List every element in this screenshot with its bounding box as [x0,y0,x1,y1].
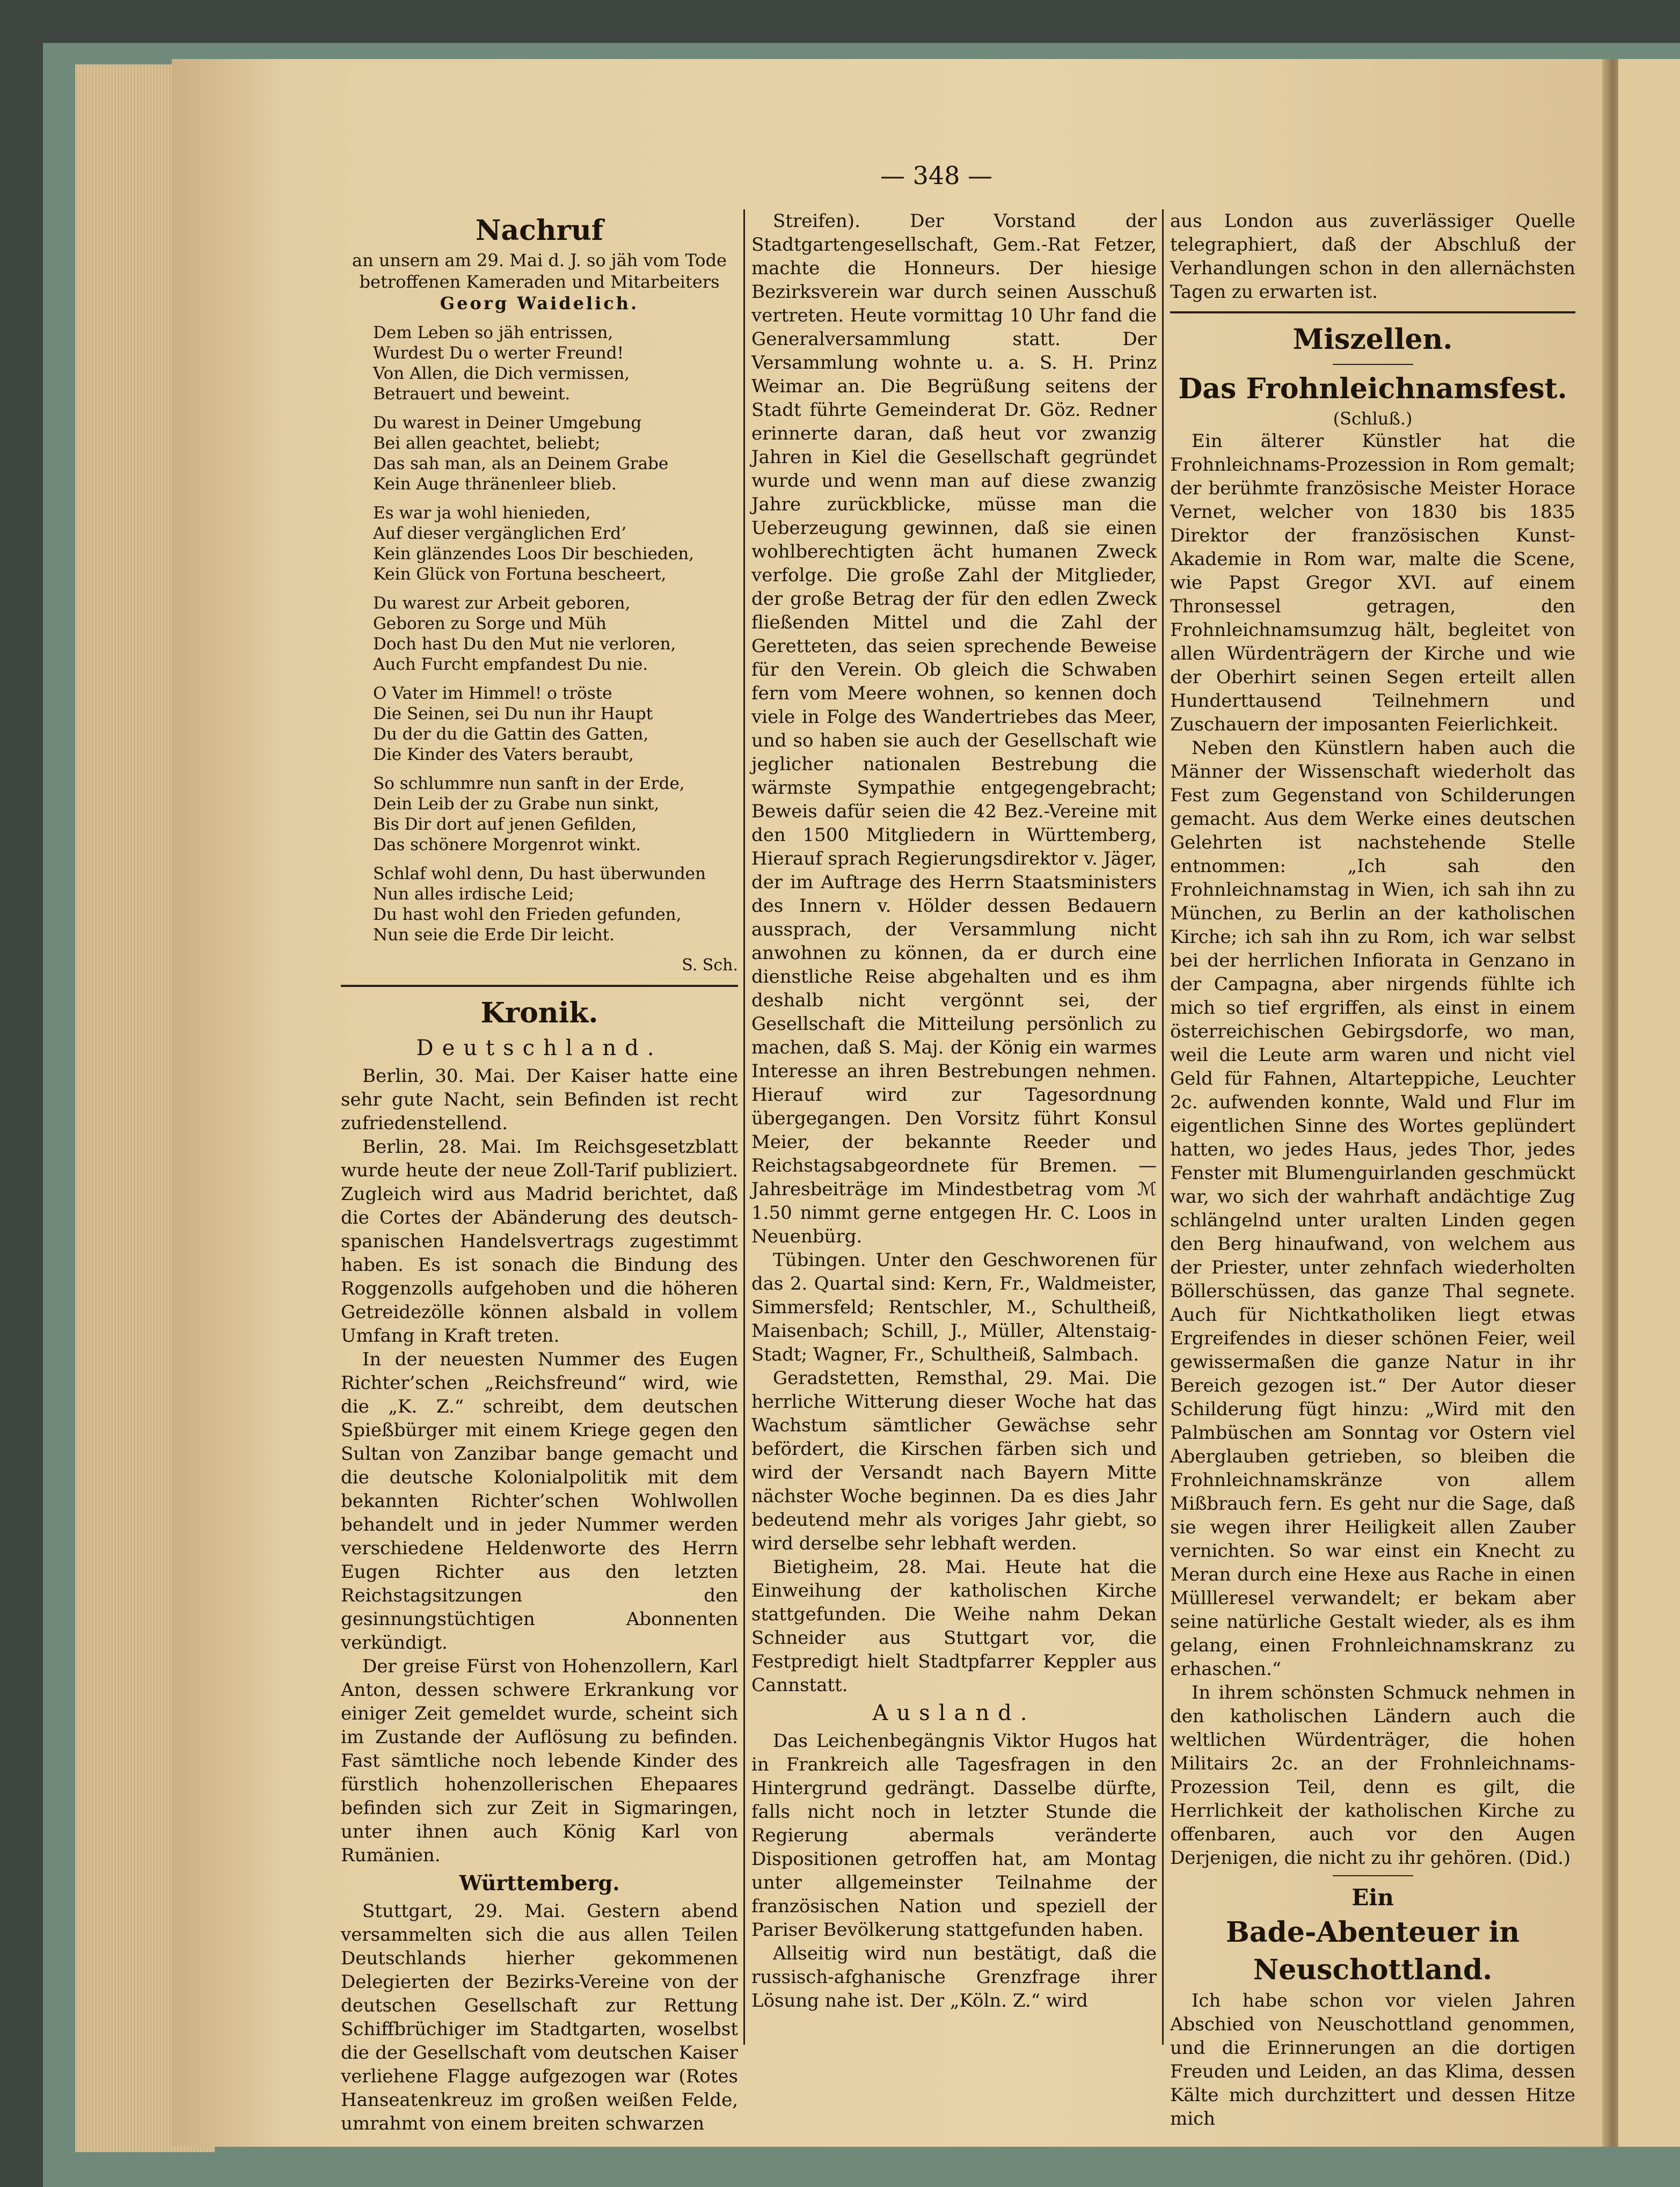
chronik-heading: Kronik. [480,997,598,1029]
feature-subtitle: (Schluß.) [1333,408,1413,429]
poem-line: Du der du die Gattin des Gatten, [373,725,649,744]
article-paragraph: Das Leichenbegängnis Viktor Hugos hat in Frankreich alle Tagesfragen in den Hintergrund gedrängt. Dasselbe dürfte, falls nicht noch in letzter Stunde die Regierung abermals veränderte Dispositionen getroffen hat, am Montag unter allgemeinster Teilnahme der französischen Nation und speziell der Pariser Bevölkerung stattgefunden haben. [751,1730,1157,1941]
poem-line: Bei allen geachtet, beliebt; [373,434,601,453]
poem-line: Bis Dir dort auf jenen Gefilden, [373,815,637,834]
story-kicker: Ein [1352,1884,1394,1911]
poem-stanza [341,593,738,675]
wuerttemberg-articles [751,209,1157,1697]
wuerttemberg-heading: Württemberg. [459,1871,620,1895]
poem-line: Doch hast Du den Mut nie verloren, [373,634,676,654]
column-rule [743,209,745,2045]
column-1 [341,212,738,2135]
facing-page [1618,59,1680,2147]
poem-line: Du hast wohl den Frieden gefunden, [373,905,682,924]
column-2 [751,209,1157,2013]
poem-line: So schlummre nun sanft in der Erde, [373,774,685,793]
article-paragraph: Neben den Künstlern haben auch die Männer der Wissenschaft wiederholt das Fest zum Gegenstand von Schilderungen gemacht. Aus dem Werke eines deutschen Gelehrten ist nachstehende Stelle entnommen: „Ich sah den Frohnleichnamstag in Wien, ich sah ihn zu München, zu Berlin an der katholischen Kirche; ich sah ihn zu Rom, ich war selbst bei der herrlichen Infiorata in Genzano in der Campagna, aber nirgends fühlte ich mich so tief ergriffen, als einst in einem österreichischen Gebirgsdorfe, wo man, weil die Leute arm waren und nicht viel Geld für Fahnen, Altarteppiche, Leuchter 2c. aufwenden konnte, Wald und Flur im eigentlichen Sinne des Wortes geplündert hatten, wo jedes Haus, jedes Thor, jedes Fenster mit Blumenguirlanden geschmückt war, wo sich der wahrhaft andächtige Zug schlängelnd unter uralten Linden gegen den Berg hinaufwand, von welchem aus der Priester, unter zehnfach wiederholten Böllerschüssen, das ganze Thal segnete. Auch für Nichtkatholiken liegt etwas Ergreifendes in dieser schönen Feier, weil gewissermaßen die ganze Natur in ihr Bereich gezogen ist.“ Der Autor dieser Schilderung fügt hinzu: „Wird mit den Palmbüschen am Sonntag vor Ostern viel Aberglauben getrieben, so bleiben die Frohnleichnamskränze von allem Mißbrauch fern. Es geht nur die Sage, daß sie wegen ihrer Heiligkeit allen Zauber vernichten. So war einst ein Knecht zu Meran durch eine Hexe aus Rache in einen Müllleresel verwandelt; er bekam aber seine natürliche Gestalt wieder, als es ihm gelang, einen Frohnleichnamskranz zu erhaschen.“ [1170,737,1575,1680]
poem-stanza [341,773,738,855]
story-title: Bade-Abenteuer in Neuschottland. [1225,1916,1520,1986]
article-paragraph: Geradstetten, Remsthal, 29. Mai. Die herrliche Witterung dieser Woche hat das Wachstum sämtlicher Gewächse sehr befördert, die Kirschen färben sich und wird der Versandt nach Bayern Mitte nächster Woche beginnen. Da es dies Jahr bedeutend mehr als voriges Jahr giebt, so wird derselbe sehr lebhaft werden. [751,1367,1157,1554]
poem-line: Du warest zur Arbeit geboren, [373,594,631,613]
poem-line: Kein Auge thränenleer blieb. [373,474,617,494]
poem-line: Schlaf wohl denn, Du hast überwunden [373,864,706,883]
article-paragraph: aus London aus zuverlässiger Quelle telegraphiert, daß der Abschluß der Verhandlungen schon in den allernächsten Tagen zu erwarten ist. [1170,210,1575,303]
feature-title: Das Frohnleichnamsfest. [1178,372,1567,405]
article-paragraph: Berlin, 30. Mai. Der Kaiser hatte eine sehr gute Nacht, sein Befinden ist recht zufriedenstellend. [341,1065,738,1134]
poem-line: Es war ja wohl hienieden, [373,503,591,523]
section-divider [1170,311,1575,313]
article-paragraph: Ich habe schon vor vielen Jahren Abschied von Neuschottland genommen, und die Erinnerungen an die dortigen Freuden und Leiden, an das Klima, dessen Kälte mich durchzittert und dessen Hitze mich [1170,1990,1575,2130]
article-paragraph: In ihrem schönsten Schmuck nehmen in den katholischen Ländern auch die weltlichen Würdenträger, die hohen Militairs 2c. an der Frohnleichnams-Prozession Teil, denn es gilt, die Herrlichkeit der katholischen Kirche zu offenbaren, auch vor den Augen Derjenigen, die nicht zu ihr gehören. (Did.) [1170,1682,1575,1869]
obituary-subtitle: betroffenen Kameraden und Mitarbeiters [359,272,720,292]
poem-stanza [341,323,738,404]
article-paragraph: Allseitig wird nun bestätigt, daß die russisch-afghanische Grenzfrage ihrer Lösung nahe ist. Der „Köln. Z.“ wird [751,1943,1157,2012]
poem-line: Die Seinen, sei Du nun ihr Haupt [373,704,653,723]
obituary-heading: Nachruf [475,214,604,247]
poem-line: Dein Leib der zu Grabe nun sinkt, [373,794,660,814]
poem-line: Auf dieser vergänglichen Erd’ [373,524,626,543]
section-divider [341,985,738,987]
poem-line: Das sah man, als an Deinem Grabe [373,454,669,473]
article-paragraph: Bietigheim, 28. Mai. Heute hat die Einweihung der katholischen Kirche stattgefunden. Die Weihe nahm Dekan Schneider aus Stuttgart vor, die Festpredigt hielt Stadtpfarrer Keppler aus Cannstatt. [751,1556,1157,1696]
short-divider [1333,1875,1413,1876]
poem-line: Wurdest Du o werter Freund! [373,343,624,363]
ausland-articles [751,1729,1157,2013]
poem-stanza [341,413,738,494]
column-3 [1170,209,1575,2131]
short-divider [1333,364,1413,365]
poem-stanza [341,683,738,765]
column-rule [1162,209,1164,2045]
article-paragraph: Tübingen. Unter den Geschworenen für das 2. Quartal sind: Kern, Fr., Waldmeister, Simmersfeld; Rentschler, M., Schultheiß, Maisenbach; Schill, J., Müller, Altenstaig-Stadt; Wagner, Fr., Schultheiß, Salmbach. [751,1249,1157,1365]
ausland-heading: Ausland. [872,1701,1036,1725]
deutschland-articles [341,1064,738,1867]
article-paragraph: Ein älterer Künstler hat die Frohnleichnams-Prozession in Rom gemalt; der berühmte französische Meister Horace Vernet, welcher von 1830 bis 1835 Direktor der französischen Kunst-Akademie in Rom war, malte die Scene, wie Papst Gregor XVI. auf einem Thronsessel getragen, den Frohnleichnamsumzug hält, begleitet von allen Würdenträgern der Kirche und wie der Oberhirt seinen Segen erteilt allen Hunderttausend Teilnehmern und Zuschauern der imposanten Feierlichkeit. [1170,430,1575,735]
poem-line: Auch Furcht empfandest Du nie. [373,655,648,674]
article-paragraph: Stuttgart, 29. Mai. Gestern abend versammelten sich die aus allen Teilen Deutschlands hierher gekommenen Delegierten der Bezirks-Vereine von der deutschen Gesellschaft zur Rettung Schiffbrüchiger im Stadtgarten, woselbst die der Gesellschaft vom deutschen Kaiser verliehene Flagge aufgezogen war (Rotes Hanseatenkreuz im großen weißen Felde, umrahmt von einem breiten schwarzen [341,1900,738,2134]
poem-line: Kein glänzendes Loos Dir beschieden, [373,544,695,564]
poem-line: Dem Leben so jäh entrissen, [373,323,613,342]
obituary-poem [341,323,738,945]
deutschland-heading: Deutschland. [416,1036,663,1060]
poem-signature: S. Sch. [682,956,738,975]
poem-stanza [341,864,738,945]
poem-line: Das schönere Morgenrot winkt. [373,835,641,854]
article-paragraph: Berlin, 28. Mai. Im Reichsgesetzblatt wurde heute der neue Zoll-Tarif publiziert. Zugleich wird aus Madrid berichtet, daß die Cortes der Abänderung des deutsch-spanischen Handelsvertrags zugestimmt haben. Es ist sonach die Bindung des Roggenzolls aufgehoben und die höheren Getreidezölle können alsbald in vollem Umfang in Kraft treten. [341,1136,738,1347]
obituary-name: Georg Waidelich. [440,293,639,313]
poem-line: Nun alles irdische Leid; [373,884,574,904]
miszellen-heading: Miszellen. [1292,323,1453,356]
obituary-subtitle: an unsern am 29. Mai d. J. so jäh vom Tode [352,250,727,270]
article-paragraph: In der neuesten Nummer des Eugen Richter’schen „Reichsfreund“ wird, wie die „K. Z.“ schreibt, dem deutschen Spießbürger mit einem Kriege gegen den Sultan von Zanzibar bange gemacht und die deutsche Kolonialpolitik mit dem bekannten Richter’schen Wohlwollen behandelt und in jeder Nummer werden verschiedene Heldenworte des Herrn Eugen Richter aus den letzten Reichstagsitzungen den gesinnungstüchtigen Abonnenten verkündigt. [341,1349,738,1654]
article-paragraph: Streifen). Der Vorstand der Stadtgartengesellschaft, Gem.-Rat Fetzer, machte die Honneurs. Der hiesige Bezirksverein war durch seinen Ausschuß vertreten. Heute vormittag 10 Uhr fand die Generalversammlung statt. Der Versammlung wohnte u. a. S. H. Prinz Weimar an. Die Begrüßung seitens der Stadt führte Gemeinderat Dr. Göz. Redner erinnerte daran, daß heut vor zwanzig Jahren in Kiel die Gesellschaft gegründet wurde und wenn man auf diese zwanzig Jahre zurückblicke, müsse man die Ueberzeugung gewinnen, daß sie einen wohlberechtigten ächt humanen Zweck verfolge. Die große Zahl der Mitglieder, der große Betrag der für den edlen Zweck fließenden Mittel und die Zahl der Geretteten, das seien sprechende Beweise für den Verein. Ob gleich die Schwaben fern vom Meere wohnen, so kennen doch viele in Folge des Wandertriebes das Meer, und so haben sie auch der Gesellschaft wie jeglicher nationalen Bestrebung die wärmste Sympathie entgegengebracht; Beweis dafür seien die 42 Bez.-Vereine mit den 1500 Mitgliedern in Württemberg, Hierauf sprach Regierungsdirektor v. Jäger, der im Auftrage des Herrn Staatsministers des Innern v. Hölder dessen Bedauern aussprach, der Versammlung nicht anwohnen zu können, da er durch eine dienstliche Reise abgehalten und es ihm deshalb nicht vergönnt sei, der Gesellschaft die Mitteilung persönlich zu machen, daß S. Maj. der König ein warmes Interesse an ihren Bestrebungen nehmen. Hierauf wird zur Tagesordnung übergegangen. Den Vorsitz führt Konsul Meier, der bekannte Reeder und Reichstagsabgeordnete für Bremen. — Jahresbeiträge im Mindestbetrag vom ℳ 1.50 nimmt gerne entgegen Hr. C. Loos in Neuenbürg. [751,210,1157,1247]
poem-line: Nun seie die Erde Dir leicht. [373,925,615,945]
article-paragraph: Der greise Fürst von Hohenzollern, Karl Anton, dessen schwere Erkrankung vor einiger Zeit gemeldet wurde, scheint sich im Zustande der Auflösung zu befinden. Fast sämtliche noch lebende Kinder des fürstlich hohenzollerischen Ehepaares befinden sich zur Zeit in Sigmaringen, unter ihnen auch König Karl von Rumänien. [341,1656,738,1866]
page-number: — 348 — [880,161,993,190]
poem-line: Betrauert und beweint. [373,384,571,404]
poem-line: Kein Glück von Fortuna bescheert, [373,565,667,584]
poem-line: Du warest in Deiner Umgebung [373,413,642,433]
feature-text [1170,429,1575,1870]
poem-line: O Vater im Himmel! o tröste [373,684,612,703]
poem-stanza [341,503,738,584]
poem-line: Die Kinder des Vaters beraubt, [373,745,634,764]
poem-line: Von Allen, die Dich vermissen, [373,364,630,383]
poem-line: Geboren zu Sorge und Müh [373,614,607,633]
